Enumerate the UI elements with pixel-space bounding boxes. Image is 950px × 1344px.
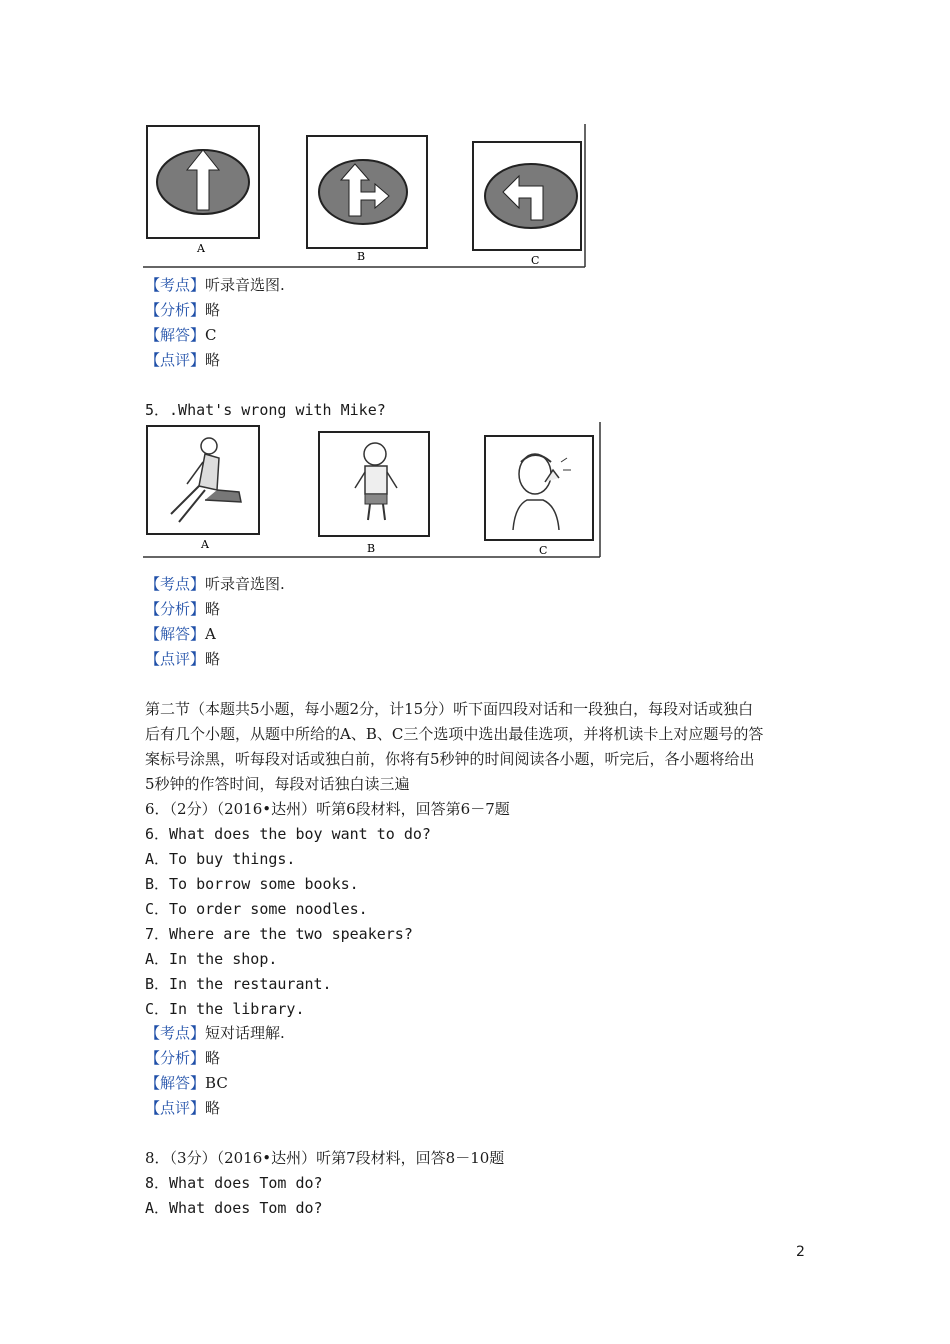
q5-note-fenxi: 【分析】略	[145, 600, 221, 618]
section2-line-3: 案标号涂黑，听每段对话或独白前，你将有5秒钟的时间阅读各小题，听完后，各小题将给出	[145, 750, 755, 768]
q4-note-fenxi: 【分析】略	[145, 301, 221, 319]
sign-a-straight-arrow-icon	[147, 126, 259, 238]
section2-line-2: 后有几个小题，从题中所给的A、B、C三个选项中选出最佳选项，并将机读卡上对应题号的答	[145, 725, 764, 743]
figure1-label-c: C	[531, 254, 540, 267]
q6-option-b: B．To borrow some books.	[145, 875, 359, 893]
section2-line-1: 第二节（本题共5小题，每小题2分，计15分）听下面四段对话和一段独白，每段对话或独白	[145, 700, 754, 718]
q7-option-a: A．In the shop.	[145, 950, 278, 968]
section2-line-4: 5秒钟的作答时间，每段对话独白读三遍	[145, 775, 410, 793]
q8-header: 8．（3分）（2016•达州）听第7段材料，回答8－10题	[145, 1149, 505, 1167]
picture-a-hurt-leg-icon	[147, 426, 259, 534]
q5-question: 5．.What's wrong with Mike?	[145, 401, 386, 419]
picture-c-toothache-icon	[485, 436, 593, 540]
figure2-label-b: B	[367, 542, 376, 555]
q7-option-b: B．In the restaurant.	[145, 975, 332, 993]
figure1-label-a: A	[197, 242, 205, 255]
q67-note-dianping: 【点评】略	[145, 1099, 221, 1117]
q4-note-jieda: 【解答】C	[145, 326, 217, 344]
q7-question: 7．Where are the two speakers?	[145, 925, 413, 943]
q6-option-c: C．To order some noodles.	[145, 900, 368, 918]
q7-option-c: C．In the library.	[145, 1000, 305, 1018]
page-number: 2	[796, 1244, 805, 1260]
q5-note-kaodian: 【考点】听录音选图.	[145, 575, 285, 593]
q8-option-a: A．What does Tom do?	[145, 1199, 323, 1217]
q6-question: 6．What does the boy want to do?	[145, 825, 431, 843]
figure2-label-a: A	[201, 538, 209, 551]
picture-b-boy-standing-icon	[319, 432, 429, 536]
q4-note-kaodian: 【考点】听录音选图.	[145, 276, 285, 294]
q8-question: 8．What does Tom do?	[145, 1174, 323, 1192]
q67-note-jieda: 【解答】BC	[145, 1074, 228, 1092]
figure2-label-c: C	[539, 544, 548, 557]
q4-note-dianping: 【点评】略	[145, 351, 221, 369]
sign-b-straight-or-right-arrow-icon	[307, 136, 427, 248]
q67-note-kaodian: 【考点】短对话理解.	[145, 1024, 285, 1042]
figure1-label-b: B	[357, 250, 366, 263]
q6-header: 6．（2分）（2016•达州）听第6段材料，回答第6－7题	[145, 800, 510, 818]
q67-note-fenxi: 【分析】略	[145, 1049, 221, 1067]
mike-pictures-figure	[143, 422, 603, 560]
q6-option-a: A．To buy things.	[145, 850, 296, 868]
direction-signs-figure	[143, 122, 588, 270]
sign-c-left-turn-arrow-icon	[473, 142, 581, 250]
q5-note-dianping: 【点评】略	[145, 650, 221, 668]
q5-note-jieda: 【解答】A	[145, 625, 216, 643]
